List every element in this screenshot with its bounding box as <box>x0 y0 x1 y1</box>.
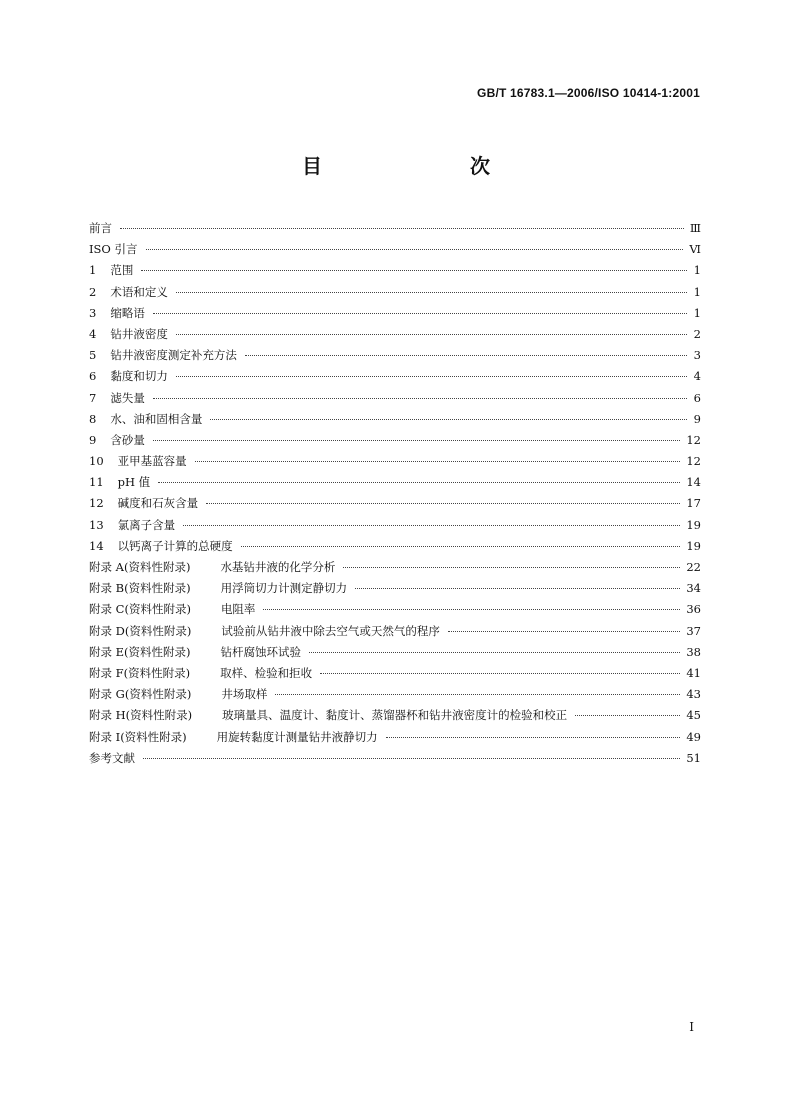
toc-entry[interactable] <box>89 451 701 472</box>
toc-entry-page: 43 <box>686 687 701 702</box>
toc-entry-page: 6 <box>693 390 701 405</box>
toc-entry-page: 51 <box>686 750 701 765</box>
toc-entry[interactable] <box>89 642 701 663</box>
toc-entry-page: Ⅲ <box>689 221 701 235</box>
toc-entry-number: 5 <box>89 348 97 363</box>
toc-entry-page: Ⅵ <box>689 242 701 257</box>
toc-entry-page: 3 <box>693 348 701 363</box>
toc-entry[interactable] <box>89 218 701 239</box>
dot-leader <box>195 460 681 462</box>
toc-entry-title: 用浮筒切力计测定静切力 <box>220 581 348 596</box>
standard-code-header: GB/T 16783.1—2006/ISO 10414-1:2001 <box>477 86 700 100</box>
dot-leader <box>143 757 680 759</box>
toc-entry-title: 钻杆腐蚀环试验 <box>220 644 302 659</box>
toc-entry-page: 49 <box>686 729 701 744</box>
toc-entry-page: 4 <box>693 369 701 384</box>
toc-entry-page: 34 <box>686 581 701 596</box>
toc-entry-page: 19 <box>686 538 701 553</box>
toc-entry[interactable] <box>89 705 701 726</box>
dot-leader <box>153 439 681 441</box>
toc-entry-page: 9 <box>693 411 701 426</box>
toc-appendix-label: 附录 B(资料性附录) <box>89 581 191 596</box>
toc-entry-number: 12 <box>89 496 104 511</box>
dot-leader <box>241 545 681 547</box>
toc-entry-title: 参考文献 <box>89 750 135 765</box>
toc-entry-number: 9 <box>89 432 97 447</box>
toc-entry-page: 1 <box>693 305 701 320</box>
dot-leader <box>309 651 680 653</box>
dot-leader <box>141 269 687 271</box>
toc-entry[interactable] <box>89 430 701 451</box>
toc-entry-title: 术语和定义 <box>110 284 168 299</box>
toc-entry-number: 13 <box>89 517 104 532</box>
dot-leader <box>176 333 687 335</box>
toc-entry-title: 前言 <box>89 221 112 235</box>
dot-leader <box>210 418 687 420</box>
page-title: 目 次 <box>302 154 526 178</box>
toc-entry[interactable] <box>89 727 701 748</box>
page-number: I <box>689 1020 694 1034</box>
toc-entry[interactable] <box>89 621 701 642</box>
toc-entry[interactable] <box>89 303 701 324</box>
toc-entry-title: 碱度和石灰含量 <box>117 496 199 511</box>
toc-entry-page: 36 <box>686 602 701 617</box>
toc-entry-title: 亚甲基蓝容量 <box>117 454 187 469</box>
toc-entry-title: 水基钻井液的化学分析 <box>220 560 336 574</box>
dot-leader <box>120 227 684 229</box>
dot-leader <box>355 587 680 589</box>
toc-entry-title: 缩略语 <box>110 305 145 320</box>
toc-appendix-label: 附录 A(资料性附录) <box>89 560 191 574</box>
toc-entry-title: 钻井液密度 <box>110 326 168 341</box>
toc-entry-title: ISO 引言 <box>89 242 138 257</box>
toc-entry-number: 14 <box>89 538 104 553</box>
dot-leader <box>206 502 680 504</box>
toc-entry-page: 14 <box>686 475 701 490</box>
toc-entry-title: 黏度和切力 <box>110 369 168 384</box>
toc-entry-page: 38 <box>686 644 701 659</box>
toc-appendix-label: 附录 H(资料性附录) <box>89 708 193 723</box>
dot-leader <box>176 375 687 377</box>
toc-entry-title: 滤失量 <box>110 390 145 405</box>
toc-entry-title: 氯离子含量 <box>117 517 176 532</box>
toc-entry[interactable] <box>89 388 701 409</box>
dot-leader <box>158 481 680 483</box>
toc-entry-number: 7 <box>89 390 97 405</box>
toc-entry-number: 2 <box>89 284 97 299</box>
toc-entry-number: 6 <box>89 369 97 384</box>
toc-entry-number: 1 <box>89 263 97 278</box>
dot-leader <box>153 312 687 314</box>
toc-entry[interactable] <box>89 493 701 514</box>
toc-entry-number: 8 <box>89 411 97 426</box>
toc-entry-title: 取样、检验和拒收 <box>220 665 313 680</box>
toc-entry[interactable] <box>89 684 701 705</box>
toc-entry-number: 4 <box>89 326 97 341</box>
toc-entry-title: 水、油和固相含量 <box>110 411 203 426</box>
dot-leader <box>183 524 680 526</box>
toc-entry-page: 41 <box>686 665 701 680</box>
toc-entry-title: 以钙离子计算的总硬度 <box>117 538 233 553</box>
toc-appendix-label: 附录 I(资料性附录) <box>89 729 187 744</box>
toc-appendix-label: 附录 E(资料性附录) <box>89 644 191 659</box>
toc-entry-page: 12 <box>686 454 701 469</box>
toc-entry-title: 试验前从钻井液中除去空气或天然气的程序 <box>221 623 440 638</box>
toc-entry-number: 10 <box>89 454 104 469</box>
toc-entry[interactable] <box>89 748 701 769</box>
toc-entry-title: 玻璃量具、温度计、黏度计、蒸馏器杯和钻井液密度计的检验和校正 <box>222 708 568 723</box>
toc-entry-title: 电阻率 <box>220 602 256 617</box>
toc-entry-page: 45 <box>686 708 701 723</box>
dot-leader <box>386 736 681 738</box>
dot-leader <box>245 354 687 356</box>
toc-entry[interactable] <box>89 557 701 578</box>
toc-entry-title: 钻井液密度测定补充方法 <box>110 348 237 363</box>
toc-appendix-label: 附录 F(资料性附录) <box>89 665 191 680</box>
toc-entry[interactable] <box>89 345 701 366</box>
toc-entry-number: 11 <box>89 475 104 490</box>
toc-appendix-label: 附录 C(资料性附录) <box>89 602 191 617</box>
dot-leader <box>575 714 680 716</box>
toc-entry[interactable] <box>89 536 701 557</box>
toc-entry[interactable] <box>89 515 701 536</box>
dot-leader <box>275 693 680 695</box>
toc-entry-title: 井场取样 <box>221 687 268 702</box>
dot-leader <box>448 630 681 632</box>
toc-entry[interactable] <box>89 663 701 684</box>
dot-leader <box>176 291 687 293</box>
dot-leader <box>153 397 687 399</box>
toc-entry[interactable] <box>89 282 701 303</box>
toc-entry-page: 17 <box>686 496 701 511</box>
toc-entry[interactable] <box>89 578 701 599</box>
toc-entry[interactable] <box>89 366 701 387</box>
dot-leader <box>343 566 680 568</box>
toc-entry-title: 含砂量 <box>110 432 145 447</box>
toc-entry-page: 2 <box>693 326 701 341</box>
toc-entry-page: 1 <box>693 284 701 299</box>
toc-entry-number: 3 <box>89 305 97 320</box>
dot-leader <box>263 608 680 610</box>
toc-entry-title: 用旋转黏度计测量钻井液静切力 <box>216 729 378 744</box>
toc-entry-page: 19 <box>686 517 701 532</box>
toc-entry[interactable] <box>89 324 701 345</box>
toc-entry[interactable] <box>89 599 701 620</box>
toc-entry[interactable] <box>89 239 701 260</box>
toc-appendix-label: 附录 G(资料性附录) <box>89 687 192 702</box>
toc-appendix-label: 附录 D(资料性附录) <box>89 623 192 638</box>
toc-entry[interactable] <box>89 260 701 281</box>
toc-entry-title: pH 值 <box>117 475 151 490</box>
toc-entry-page: 1 <box>693 263 701 278</box>
dot-leader <box>320 672 680 674</box>
toc-entry[interactable] <box>89 409 701 430</box>
toc-entry-page: 12 <box>686 432 701 447</box>
dot-leader <box>146 248 684 250</box>
table-of-contents <box>89 218 701 769</box>
toc-entry-page: 37 <box>686 623 701 638</box>
toc-entry-page: 22 <box>686 560 701 574</box>
toc-entry[interactable] <box>89 472 701 493</box>
toc-entry-title: 范围 <box>110 263 134 278</box>
